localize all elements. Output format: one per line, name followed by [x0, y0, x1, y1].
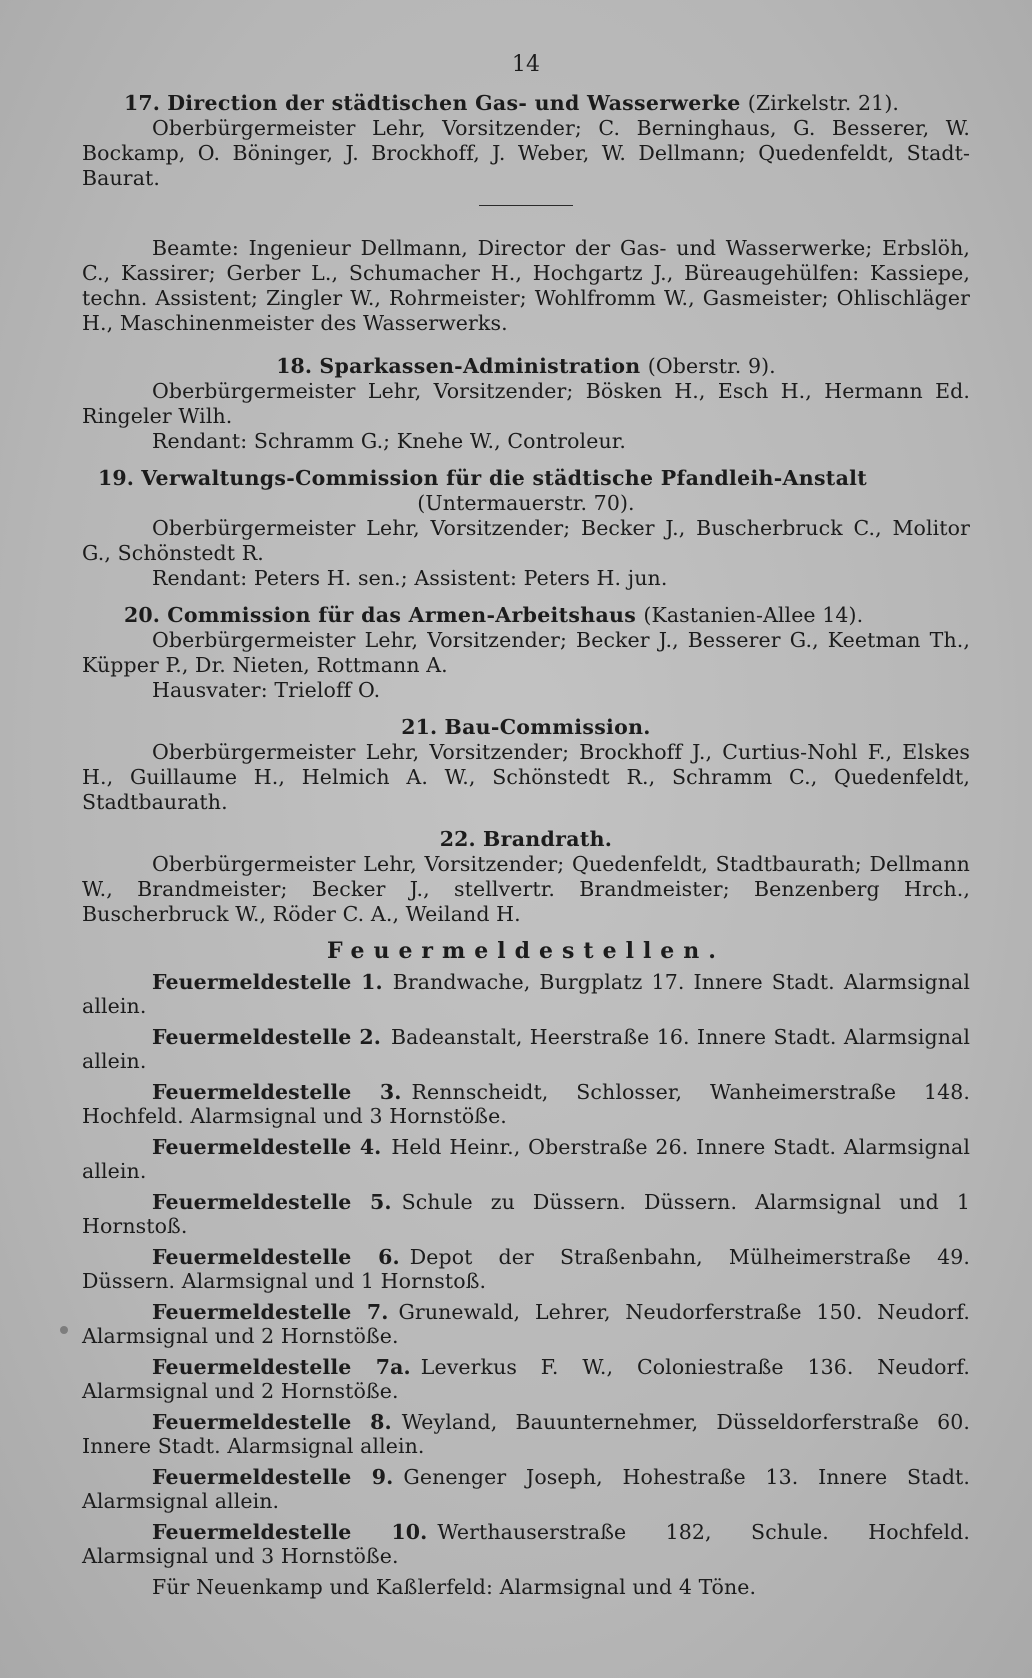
- board-22: [82, 827, 970, 927]
- alarm-label: Feuermeldestelle 5.: [152, 1190, 392, 1214]
- board-heading: [82, 715, 970, 740]
- list-item: [82, 1190, 970, 1238]
- page-number: 14: [511, 52, 541, 77]
- alarm-text: Rennscheidt, Schlosser, Wanheimerstraße 148. Hochfeld. Alarmsignal und 3 Hornstöße.: [82, 1080, 971, 1128]
- board-number: 21.: [401, 715, 438, 739]
- list-item: [82, 1520, 970, 1568]
- board-members: Oberbürgermeister Lehr, Vorsitzender; Brockhoff J., Curtius-Nohl F., Elskes H., Guillaume H., Helmich A. W., Schönstedt R., Schramm C., Quedenfeldt, Stadtbaurath.: [82, 740, 970, 814]
- board-address: (Zirkelstr. 21).: [747, 91, 900, 115]
- divider: [479, 205, 573, 206]
- page-text: [82, 52, 970, 1600]
- list-item: [82, 1410, 970, 1458]
- ink-spot: [60, 1326, 68, 1334]
- alarm-text: Brandwache, Burgplatz 17. Innere Stadt. Alarmsignal allein.: [82, 970, 970, 1018]
- board-name: Direction der städtischen Gas- und Wasserwerke: [167, 91, 741, 115]
- board-heading: [82, 827, 970, 852]
- alarm-text: Schule zu Düssern. Düssern. Alarmsignal und 1 Hornstoß.: [82, 1190, 970, 1238]
- board-address: (Untermauerstr. 70).: [417, 491, 635, 515]
- board-name: Sparkassen-Administration: [319, 354, 641, 378]
- alarm-text: Depot der Straßenbahn, Mülheimerstraße 49. Düssern. Alarmsignal und 1 Hornstoß.: [82, 1245, 970, 1293]
- alarm-label: Feuermeldestelle 6.: [152, 1245, 400, 1269]
- list-item: [82, 1025, 970, 1073]
- board-officers: Rendant: Peters H. sen.; Assistent: Peters H. jun.: [152, 566, 668, 590]
- section-title: Feuermeldestellen.: [327, 938, 725, 964]
- alarm-text: Genenger Joseph, Hohestraße 13. Innere Stadt. Alarmsignal allein.: [82, 1465, 970, 1513]
- alarm-label: Feuermeldestelle 10.: [152, 1520, 428, 1544]
- board-members: Oberbürgermeister Lehr, Vorsitzender; Quedenfeldt, Stadtbaurath; Dellmann W., Brandmeister; Becker J., stellvertr. Brandmeister; Benzenberg Hrch., Buscherbruck W., Röder C. A., Weiland H.: [82, 852, 970, 926]
- board-number: 19.: [98, 466, 134, 490]
- board-17: [82, 91, 970, 336]
- alarm-label: Feuermeldestelle 7a.: [152, 1355, 411, 1379]
- board-officers: Rendant: Schramm G.; Knehe W., Controleur.: [152, 429, 627, 453]
- board-address: (Oberstr. 9).: [647, 354, 776, 378]
- board-name: Verwaltungs-Commission für die städtische Pfandleih-Anstalt: [141, 466, 868, 490]
- board-staff: Beamte: Ingenieur Dellmann, Director der Gas- und Wasserwerke; Erbslöh, C., Kassirer; Gerber L., Schumacher H., Hochgartz J., Büreaugehülfen: Kassiepe, techn. Assistent; Zingler W., Rohrmeister; Wohlfromm W., Gasmeister; Ohlischläger H., Maschinenmeister des Wasserwerks.: [82, 236, 970, 335]
- list-item: [82, 1135, 970, 1183]
- board-21: [82, 715, 970, 815]
- list-item: [82, 1465, 970, 1513]
- board-heading: [82, 91, 970, 116]
- board-members: Oberbürgermeister Lehr, Vorsitzender; C. Berninghaus, G. Besserer, W. Bockamp, O. Böninger, J. Brockhoff, J. Weber, W. Dellmann; Quedenfeldt, Stadt-Baurat.: [82, 116, 970, 190]
- board-heading: [82, 603, 970, 628]
- board-members: Oberbürgermeister Lehr, Vorsitzender; Becker J., Buscherbruck C., Molitor G., Schönstedt R.: [82, 516, 970, 565]
- board-19: [82, 466, 970, 591]
- board-members: Oberbürgermeister Lehr, Vorsitzender; Becker J., Besserer G., Keetman Th., Küpper P., Dr. Nieten, Rottmann A.: [82, 628, 970, 677]
- list-item: [82, 1300, 970, 1348]
- alarm-text: Leverkus F. W., Coloniestraße 136. Neudorf. Alarmsignal und 2 Hornstöße.: [82, 1355, 970, 1403]
- alarm-list: [82, 970, 970, 1568]
- alarm-text: Grunewald, Lehrer, Neudorferstraße 150. Neudorf. Alarmsignal und 2 Hornstöße.: [82, 1300, 971, 1348]
- list-item: [82, 1080, 970, 1128]
- board-number: 17.: [124, 91, 160, 115]
- alarm-label: Feuermeldestelle 7.: [152, 1300, 389, 1324]
- alarm-label: Feuermeldestelle 8.: [152, 1410, 392, 1434]
- alarm-text: Held Heinr., Oberstraße 26. Innere Stadt. Alarmsignal allein.: [82, 1135, 970, 1183]
- board-name: Brandrath.: [482, 827, 613, 851]
- board-number: 22.: [439, 827, 476, 851]
- list-item: [82, 1355, 970, 1403]
- alarm-label: Feuermeldestelle 4.: [152, 1135, 382, 1159]
- board-20: [82, 603, 970, 703]
- list-item: [82, 970, 970, 1018]
- alarm-text: Weyland, Bauunternehmer, Düsseldorferstraße 60. Innere Stadt. Alarmsignal allein.: [82, 1410, 970, 1458]
- board-officers: Hausvater: Trieloff O.: [152, 678, 381, 702]
- board-number: 18.: [276, 354, 313, 378]
- board-heading: [82, 466, 970, 516]
- board-members: Oberbürgermeister Lehr, Vorsitzender; Bösken H., Esch H., Hermann Ed. Ringeler Wilh.: [82, 379, 970, 428]
- board-number: 20.: [124, 603, 160, 627]
- alarm-label: Feuermeldestelle 3.: [152, 1080, 402, 1104]
- alarm-text: Werthauserstraße 182, Schule. Hochfeld. Alarmsignal und 3 Hornstöße.: [82, 1520, 970, 1568]
- list-item: [82, 1245, 970, 1293]
- board-heading: [82, 354, 970, 379]
- alarm-label: Feuermeldestelle 2.: [152, 1025, 381, 1049]
- alarm-label: Feuermeldestelle 9.: [152, 1465, 394, 1489]
- board-name: Commission für das Armen-Arbeitshaus: [167, 603, 637, 627]
- board-address: (Kastanien-Allee 14).: [643, 603, 864, 627]
- alarm-footer-note: Für Neuenkamp und Kaßlerfeld: Alarmsignal und 4 Töne.: [152, 1575, 757, 1599]
- board-18: [82, 354, 970, 454]
- board-name: Bau-Commission.: [444, 715, 651, 739]
- alarm-label: Feuermeldestelle 1.: [152, 970, 383, 994]
- alarm-text: Badeanstalt, Heerstraße 16. Innere Stadt. Alarmsignal allein.: [82, 1025, 970, 1073]
